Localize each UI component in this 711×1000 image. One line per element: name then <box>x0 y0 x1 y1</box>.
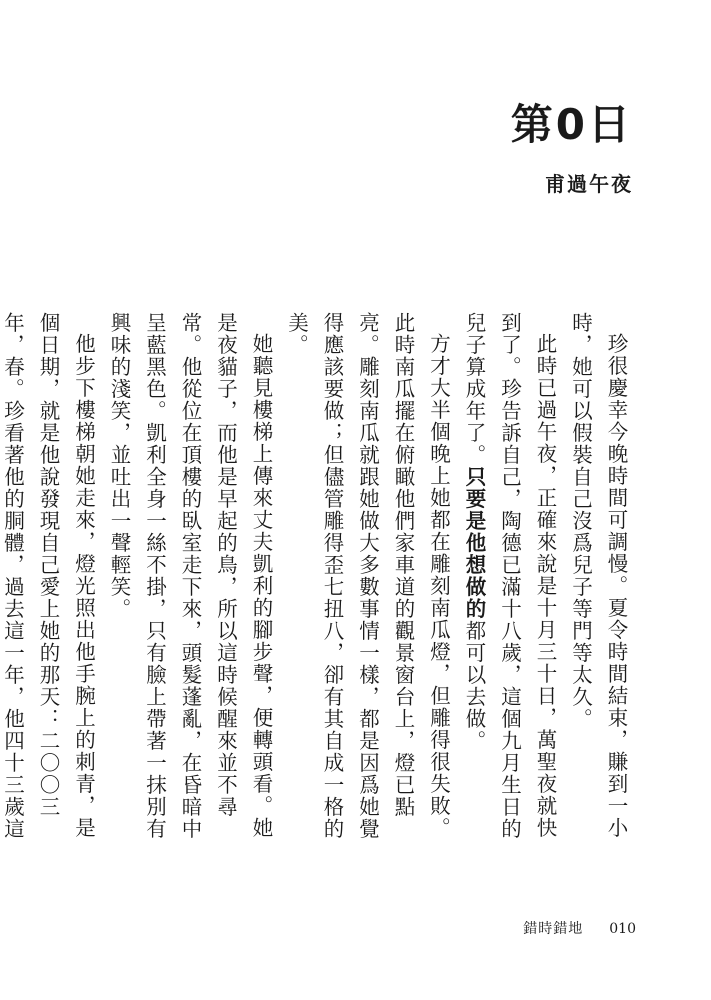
page-footer <box>523 918 636 938</box>
page-number: 010 <box>609 921 636 937</box>
body-text <box>0 312 633 842</box>
chapter-title: 第0日 <box>510 100 633 149</box>
chapter-subtitle: 甫過午夜 <box>545 172 633 196</box>
paragraph: 方才大半個晚上她都在雕刻南瓜燈，但雕得很失敗。此時南瓜擺在俯瞰他們家車道的觀景窗台上，燈已點亮。雕刻南瓜就跟她做大多數事情一樣，都是因爲她覺得應該要做；但儘管雕得歪七扭八，卻有其自成一格的美。 <box>284 312 451 840</box>
book-title: 錯時錯地 <box>523 921 584 937</box>
paragraph: 此時已過午夜，正確來說是十月三十日，萬聖夜就快到了。珍告訴自己，陶德已滿十八歲，這個九月生日的兒子算成年了。只要是他想做的都可以去做。 <box>462 312 557 840</box>
paragraph: 他步下樓梯朝她走來，燈光照出他手腕上的刺青，是個日期，就是他說發現自己愛上她的那天：二〇〇三年，春。珍看著他的胴體，過去這一年，他四十三歲這 <box>0 312 96 840</box>
paragraph: 珍很慶幸今晚時間可調慢。夏令時間結束，賺到一小時，她可以假裝自己沒爲兒子等門等太久。 <box>568 312 628 839</box>
paragraph: 她聽見樓梯上傳來丈夫凱利的腳步聲，便轉頭看。她是夜貓子，而他是早起的鳥，所以這時候醒來並不尋常。他從位在頂樓的臥室走下來，頭髮蓬亂，在昏暗中呈藍黑色。凱利全身一絲不掛，只有臉上帶著一抹別有興味的淺笑，並吐出一聲輕笑。 <box>107 312 273 840</box>
emphasis-text: 只要是他想做的 <box>462 466 486 620</box>
